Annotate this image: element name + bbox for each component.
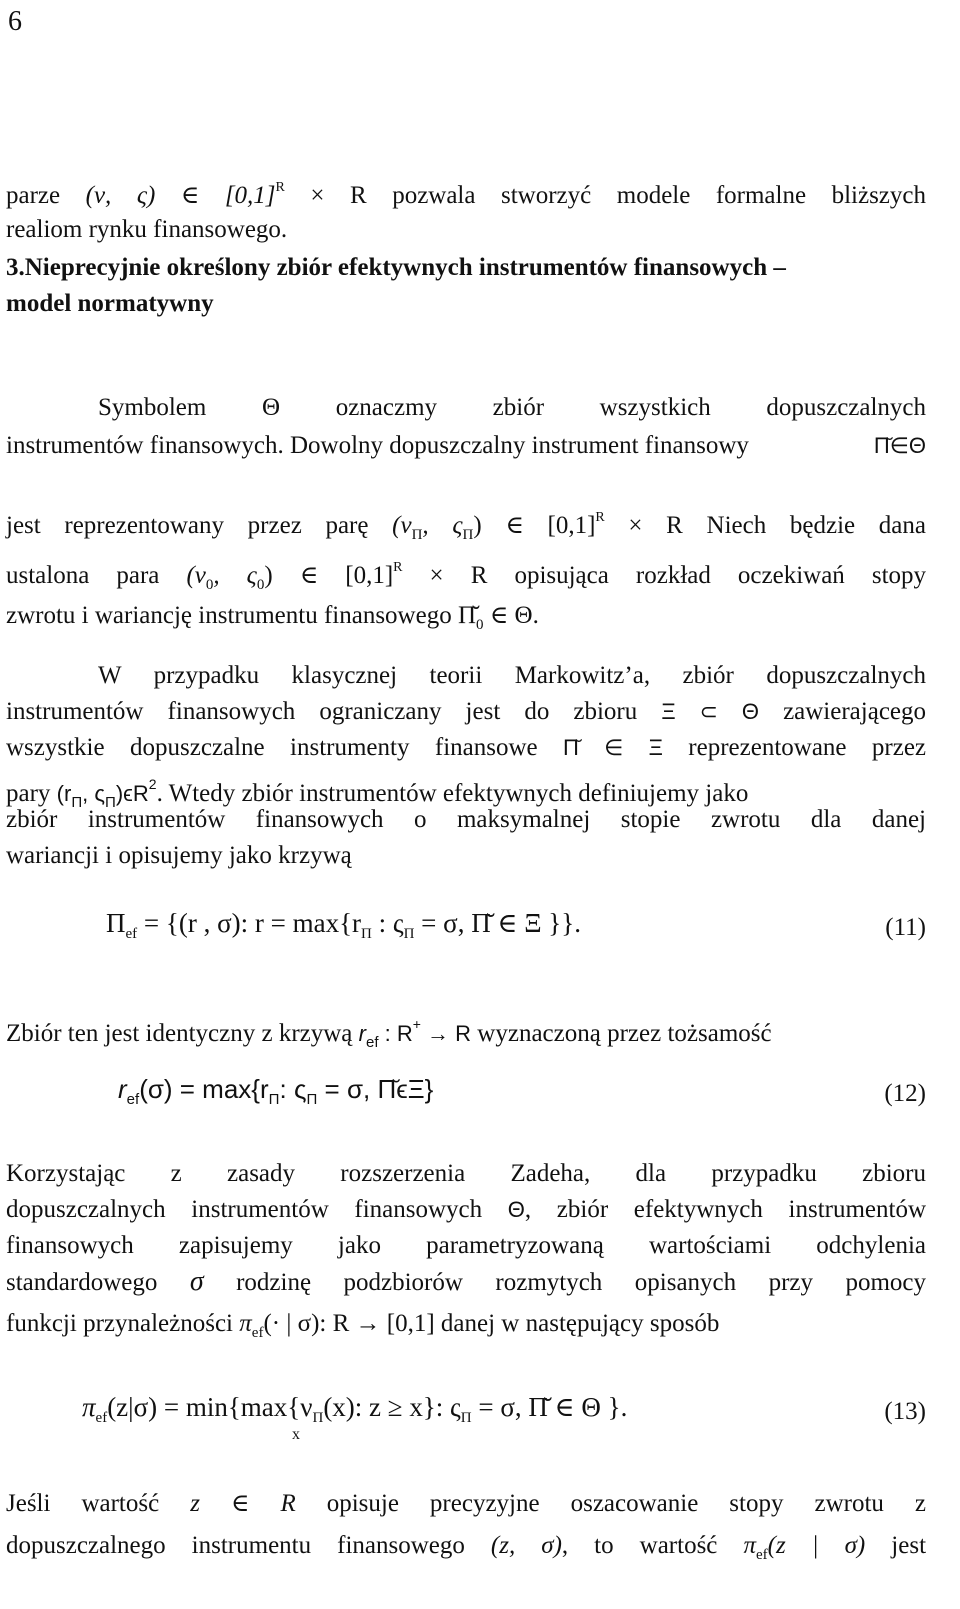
max-subscript: x: [292, 1426, 300, 1443]
equation-number: (11): [885, 914, 926, 941]
equation-12: $r_{ef}(\sigma) = \max\{r_\Pi$: $\varsigma_\Pi = \sigma$, Π̆ϵΞ} (12): [118, 1074, 926, 1108]
text-line: jest reprezentowany przez parę ($\nu_\Pi$, $\varsigma_\Pi$) ∈ $[0,1]^R \times R$ Niech będzie dana: [6, 510, 927, 543]
text-line: instrumentów finansowych ograniczany jest do zbioru Ξ ⊂ Θ zawierającego: [6, 698, 927, 725]
text-line: dopuszczalnych instrumentów finansowych Θ, zbiór efektywnych instrumentów: [6, 1196, 927, 1223]
text-line: Korzystając z zasady rozszerzenia Zadeha, dla przypadku zbioru: [6, 1160, 926, 1187]
text-line: instrumentów finansowych. Dowolny dopuszczalny instrument finansowy Π̆∈Θ: [6, 432, 926, 459]
text-line: realiom rynku finansowego.: [6, 216, 288, 243]
text-line: ustalona para ($\nu_0$, $\varsigma_0$) ∈ $[0,1]^R \times R$ opisująca rozkład oczekiwań stopy: [6, 560, 927, 593]
page-number: 6: [8, 6, 22, 37]
equation-13: $\pi_{ef}(z|\sigma) = \min\{\max\{\nu_\Pi(x)$: z ≥ x}: $\varsigma_\Pi = \sigma$, Π̆ ∈ Θ }. x (13): [82, 1392, 926, 1443]
text-line: Symbolem Θ oznaczmy zbiór wszystkich dopuszczalnych: [98, 394, 927, 421]
equation-number: (12): [884, 1080, 926, 1107]
text-line: funkcji przynależności $\pi_{ef}(\cdot$ | σ): R → [0,1] danej w następujący sposób: [6, 1310, 720, 1341]
text-line: wszystkie dopuszczalne instrumenty finansowe Π̆ ∈ Ξ reprezentowane przez: [6, 734, 927, 761]
text-line: Zbiór ten jest identyczny z krzywą $r_{ef}$ : R+ → R wyznaczoną przez tożsamość: [6, 1016, 772, 1051]
text-line: finansowych zapisujemy jako parametryzowaną wartościami odchylenia: [6, 1232, 926, 1259]
text-line: parze (ν, ς) ∈ $[0,1]^R \times R$ pozwala stworzyć modele formalne bliższych: [6, 180, 926, 209]
text-line: dopuszczalnego instrumentu finansowego (z, σ), to wartość $\pi_{ef}(z$ | σ) jest: [6, 1532, 927, 1563]
equation-number: (13): [884, 1398, 926, 1425]
text-line: wariancji i opisujemy jako krzywą: [6, 842, 352, 869]
equation-11: $\Pi_{ef} = \{(r$ , σ): $r = \max\{r_\Pi$ : $\varsigma_\Pi = \sigma$, Π̆ ∈ Ξ }}. (11): [106, 908, 926, 942]
text-line: W przypadku klasycznej teorii Markowitz’a, zbiór dopuszczalnych: [98, 662, 926, 689]
text-line: zbiór instrumentów finansowych o maksymalnej stopie zwrotu dla danej: [6, 806, 926, 833]
text-line: standardowego σ rodzinę podzbiorów rozmytych opisanych przy pomocy: [6, 1266, 927, 1297]
text-line: Jeśli wartość z ∈ R opisuje precyzyjne oszacowanie stopy zwrotu z: [6, 1490, 926, 1517]
section-heading: 3.Nieprecyjnie określony zbiór efektywnych instrumentów finansowych –: [6, 254, 786, 281]
section-heading: model normatywny: [6, 290, 214, 317]
text-line: pary ($r_\Pi$, $\varsigma_\Pi)\epsilon R^2$. Wtedy zbiór instrumentów efektywnych definiujemy jako: [6, 776, 749, 811]
text-line: zwrotu i wariancję instrumentu finansowego $\Pĭ_0$ ∈ Θ.: [6, 602, 539, 633]
